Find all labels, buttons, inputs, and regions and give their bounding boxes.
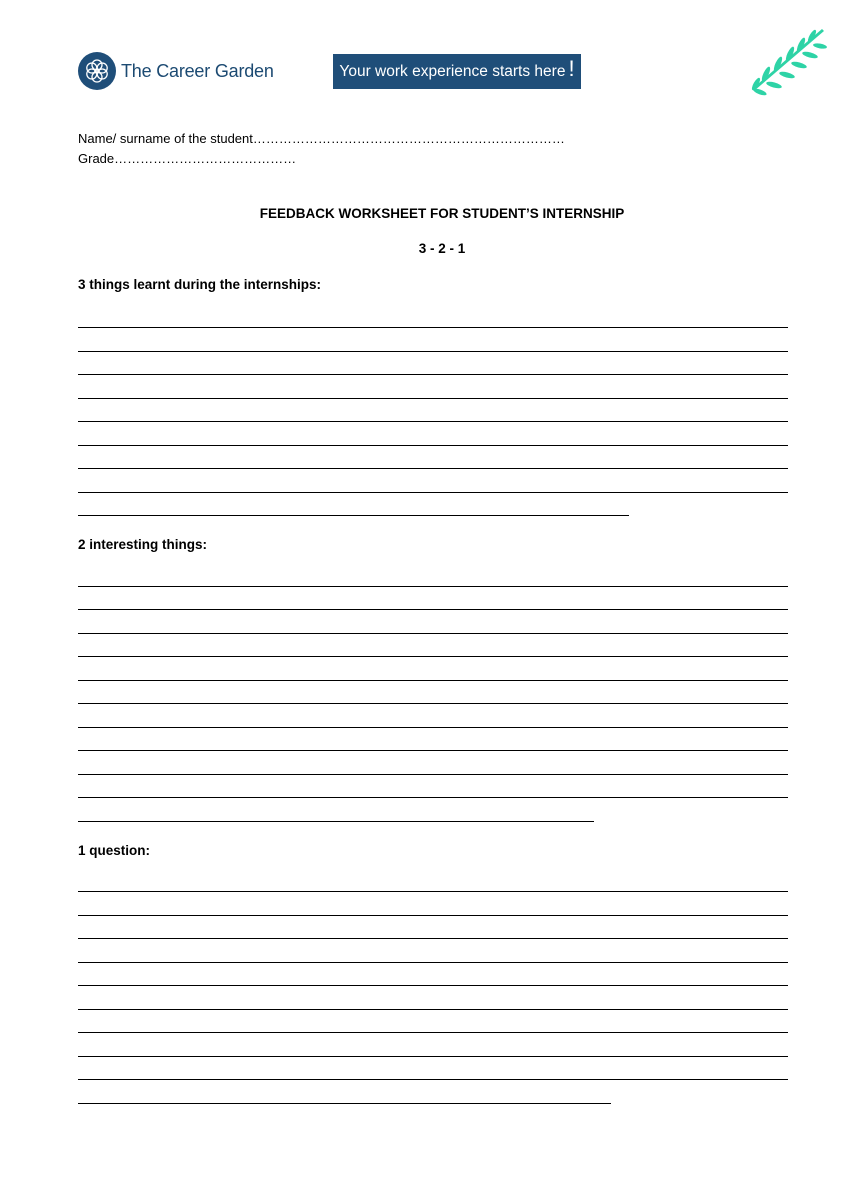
student-name-field[interactable]: Name/ surname of the student……………………………………………………………… [78,131,565,146]
answer-line[interactable] [78,586,788,587]
tagline-mark: ! [568,55,575,81]
answer-line[interactable] [78,374,788,375]
logo [78,52,274,90]
worksheet-title: FEEDBACK WORKSHEET FOR STUDENT’S INTERNSHIP [259,206,625,221]
section-heading-things-learnt: 3 things learnt during the internships: [78,277,322,292]
leaf-branch-icon [744,28,828,98]
answer-line[interactable] [78,515,629,516]
answer-line[interactable] [78,774,788,775]
answer-line[interactable] [78,351,788,352]
answer-line[interactable] [78,1103,611,1104]
answer-line[interactable] [78,680,788,681]
answer-line[interactable] [78,797,788,798]
answer-line[interactable] [78,985,788,986]
answer-line[interactable] [78,1079,788,1080]
answer-line[interactable] [78,750,788,751]
answer-line[interactable] [78,1056,788,1057]
flower-icon [78,52,116,90]
answer-line[interactable] [78,656,788,657]
answer-line[interactable] [78,421,788,422]
answer-line[interactable] [78,703,788,704]
answer-line[interactable] [78,915,788,916]
answer-line[interactable] [78,492,788,493]
answer-line[interactable] [78,938,788,939]
answer-line[interactable] [78,445,788,446]
answer-line[interactable] [78,891,788,892]
answer-line[interactable] [78,468,788,469]
answer-line[interactable] [78,962,788,963]
logo-text: The Career Garden [121,60,274,81]
tagline-text: Your work experience starts here [339,62,566,80]
answer-line[interactable] [78,1009,788,1010]
answer-line[interactable] [78,821,594,822]
answer-line[interactable] [78,609,788,610]
answer-line[interactable] [78,1032,788,1033]
answer-line[interactable] [78,633,788,634]
section-heading-interesting-things: 2 interesting things: [78,537,208,552]
grade-field[interactable]: Grade…………………………………… [78,151,297,166]
answer-line[interactable] [78,398,788,399]
answer-line[interactable] [78,727,788,728]
section-heading-question: 1 question: [78,843,151,858]
answer-line[interactable] [78,327,788,328]
tagline-banner [333,54,581,89]
worksheet-subtitle: 3 - 2 - 1 [418,241,466,256]
